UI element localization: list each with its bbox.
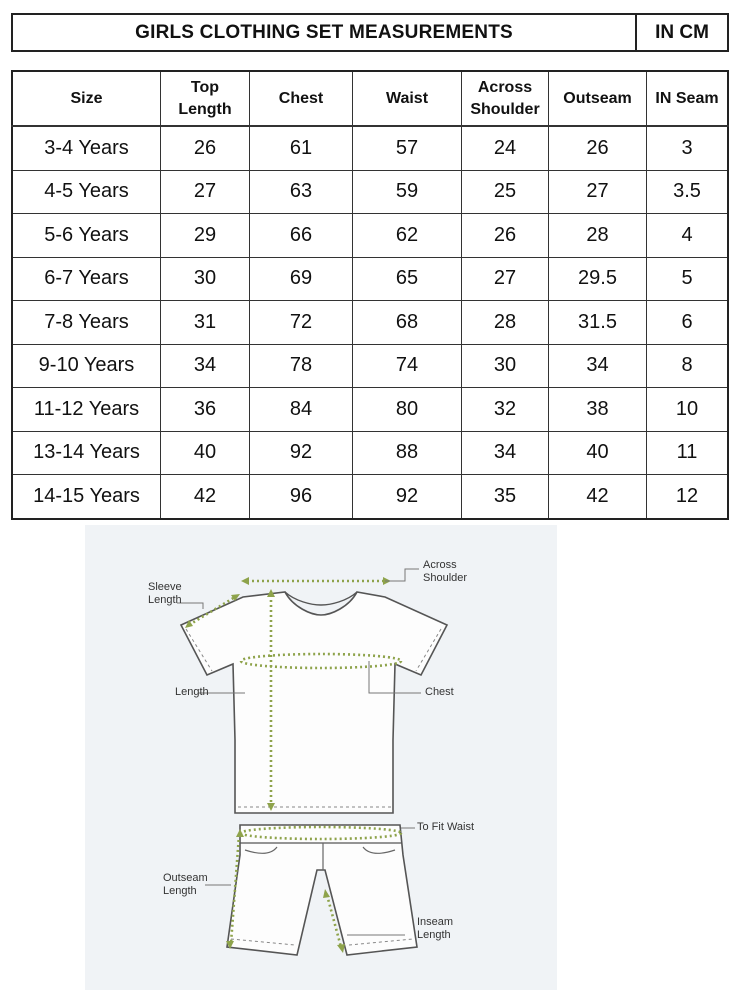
col-header-across-shoulder: Across Shoulder: [462, 71, 549, 126]
cell-chest: 96: [250, 475, 353, 519]
col-header-waist: Waist: [353, 71, 462, 126]
label-to-fit-waist: To Fit Waist: [417, 821, 475, 833]
col-header-outseam: Outseam: [549, 71, 647, 126]
cell-chest: 92: [250, 431, 353, 475]
cell-chest: 66: [250, 214, 353, 258]
cell-across-shoulder: 25: [462, 170, 549, 214]
cell-across-shoulder: 24: [462, 126, 549, 170]
cell-outseam: 38: [549, 388, 647, 432]
cell-across-shoulder: 32: [462, 388, 549, 432]
cell-outseam: 40: [549, 431, 647, 475]
cell-in-seam: 12: [647, 475, 729, 519]
cell-outseam: 28: [549, 214, 647, 258]
cell-in-seam: 11: [647, 431, 729, 475]
cell-waist: 88: [353, 431, 462, 475]
cell-top-length: 26: [161, 126, 250, 170]
cell-top-length: 36: [161, 388, 250, 432]
cell-size: 9-10 Years: [12, 344, 161, 388]
title-box: [11, 13, 729, 52]
cell-chest: 69: [250, 257, 353, 301]
cell-size: 14-15 Years: [12, 475, 161, 519]
table-row: [12, 214, 728, 258]
cell-in-seam: 3.5: [647, 170, 729, 214]
cell-outseam: 31.5: [549, 301, 647, 345]
label-length: Length: [175, 686, 209, 698]
cell-in-seam: 8: [647, 344, 729, 388]
tshirt-collar: [285, 592, 357, 605]
cell-outseam: 26: [549, 126, 647, 170]
cell-outseam: 34: [549, 344, 647, 388]
cell-chest: 78: [250, 344, 353, 388]
table-header-row: [12, 71, 728, 126]
cell-waist: 65: [353, 257, 462, 301]
cell-size: 4-5 Years: [12, 170, 161, 214]
table-row: [12, 126, 728, 170]
cell-size: 3-4 Years: [12, 126, 161, 170]
col-header-size: Size: [12, 71, 161, 126]
cell-chest: 72: [250, 301, 353, 345]
cell-waist: 80: [353, 388, 462, 432]
table-row: [12, 344, 728, 388]
cell-outseam: 27: [549, 170, 647, 214]
cell-top-length: 30: [161, 257, 250, 301]
cell-chest: 84: [250, 388, 353, 432]
col-header-chest: Chest: [250, 71, 353, 126]
col-header-in-seam: IN Seam: [647, 71, 729, 126]
col-header-top-length: Top Length: [161, 71, 250, 126]
cell-waist: 59: [353, 170, 462, 214]
cell-in-seam: 3: [647, 126, 729, 170]
table-row: [12, 170, 728, 214]
cell-in-seam: 4: [647, 214, 729, 258]
cell-in-seam: 10: [647, 388, 729, 432]
table-row: [12, 431, 728, 475]
cell-in-seam: 6: [647, 301, 729, 345]
label-outseam-length: Outseam Length: [163, 872, 208, 897]
cell-across-shoulder: 30: [462, 344, 549, 388]
cell-waist: 68: [353, 301, 462, 345]
cell-top-length: 31: [161, 301, 250, 345]
unit-label: IN CM: [635, 15, 727, 50]
tshirt-outline: [181, 592, 447, 813]
cell-size: 6-7 Years: [12, 257, 161, 301]
cell-waist: 57: [353, 126, 462, 170]
cell-chest: 63: [250, 170, 353, 214]
label-inseam-length: Inseam Length: [417, 916, 454, 941]
measurement-diagram: [85, 525, 557, 990]
table-row: [12, 257, 728, 301]
cell-waist: 74: [353, 344, 462, 388]
cell-size: 11-12 Years: [12, 388, 161, 432]
cell-waist: 92: [353, 475, 462, 519]
label-sleeve-length: Sleeve Length: [148, 581, 182, 606]
cell-top-length: 40: [161, 431, 250, 475]
cell-top-length: 42: [161, 475, 250, 519]
table-row: [12, 388, 728, 432]
cell-top-length: 27: [161, 170, 250, 214]
cell-size: 5-6 Years: [12, 214, 161, 258]
cell-top-length: 29: [161, 214, 250, 258]
label-chest: Chest: [425, 686, 454, 698]
cell-top-length: 34: [161, 344, 250, 388]
size-table: [11, 70, 729, 520]
cell-size: 7-8 Years: [12, 301, 161, 345]
chart-title: GIRLS CLOTHING SET MEASUREMENTS: [135, 21, 513, 43]
cell-waist: 62: [353, 214, 462, 258]
cell-across-shoulder: 34: [462, 431, 549, 475]
cell-across-shoulder: 26: [462, 214, 549, 258]
cell-across-shoulder: 35: [462, 475, 549, 519]
label-across-shoulder: Across Shoulder: [423, 559, 468, 584]
cell-across-shoulder: 28: [462, 301, 549, 345]
cell-outseam: 29.5: [549, 257, 647, 301]
cell-across-shoulder: 27: [462, 257, 549, 301]
cell-outseam: 42: [549, 475, 647, 519]
cell-in-seam: 5: [647, 257, 729, 301]
table-row: [12, 475, 728, 519]
cell-size: 13-14 Years: [12, 431, 161, 475]
cell-chest: 61: [250, 126, 353, 170]
table-row: [12, 301, 728, 345]
